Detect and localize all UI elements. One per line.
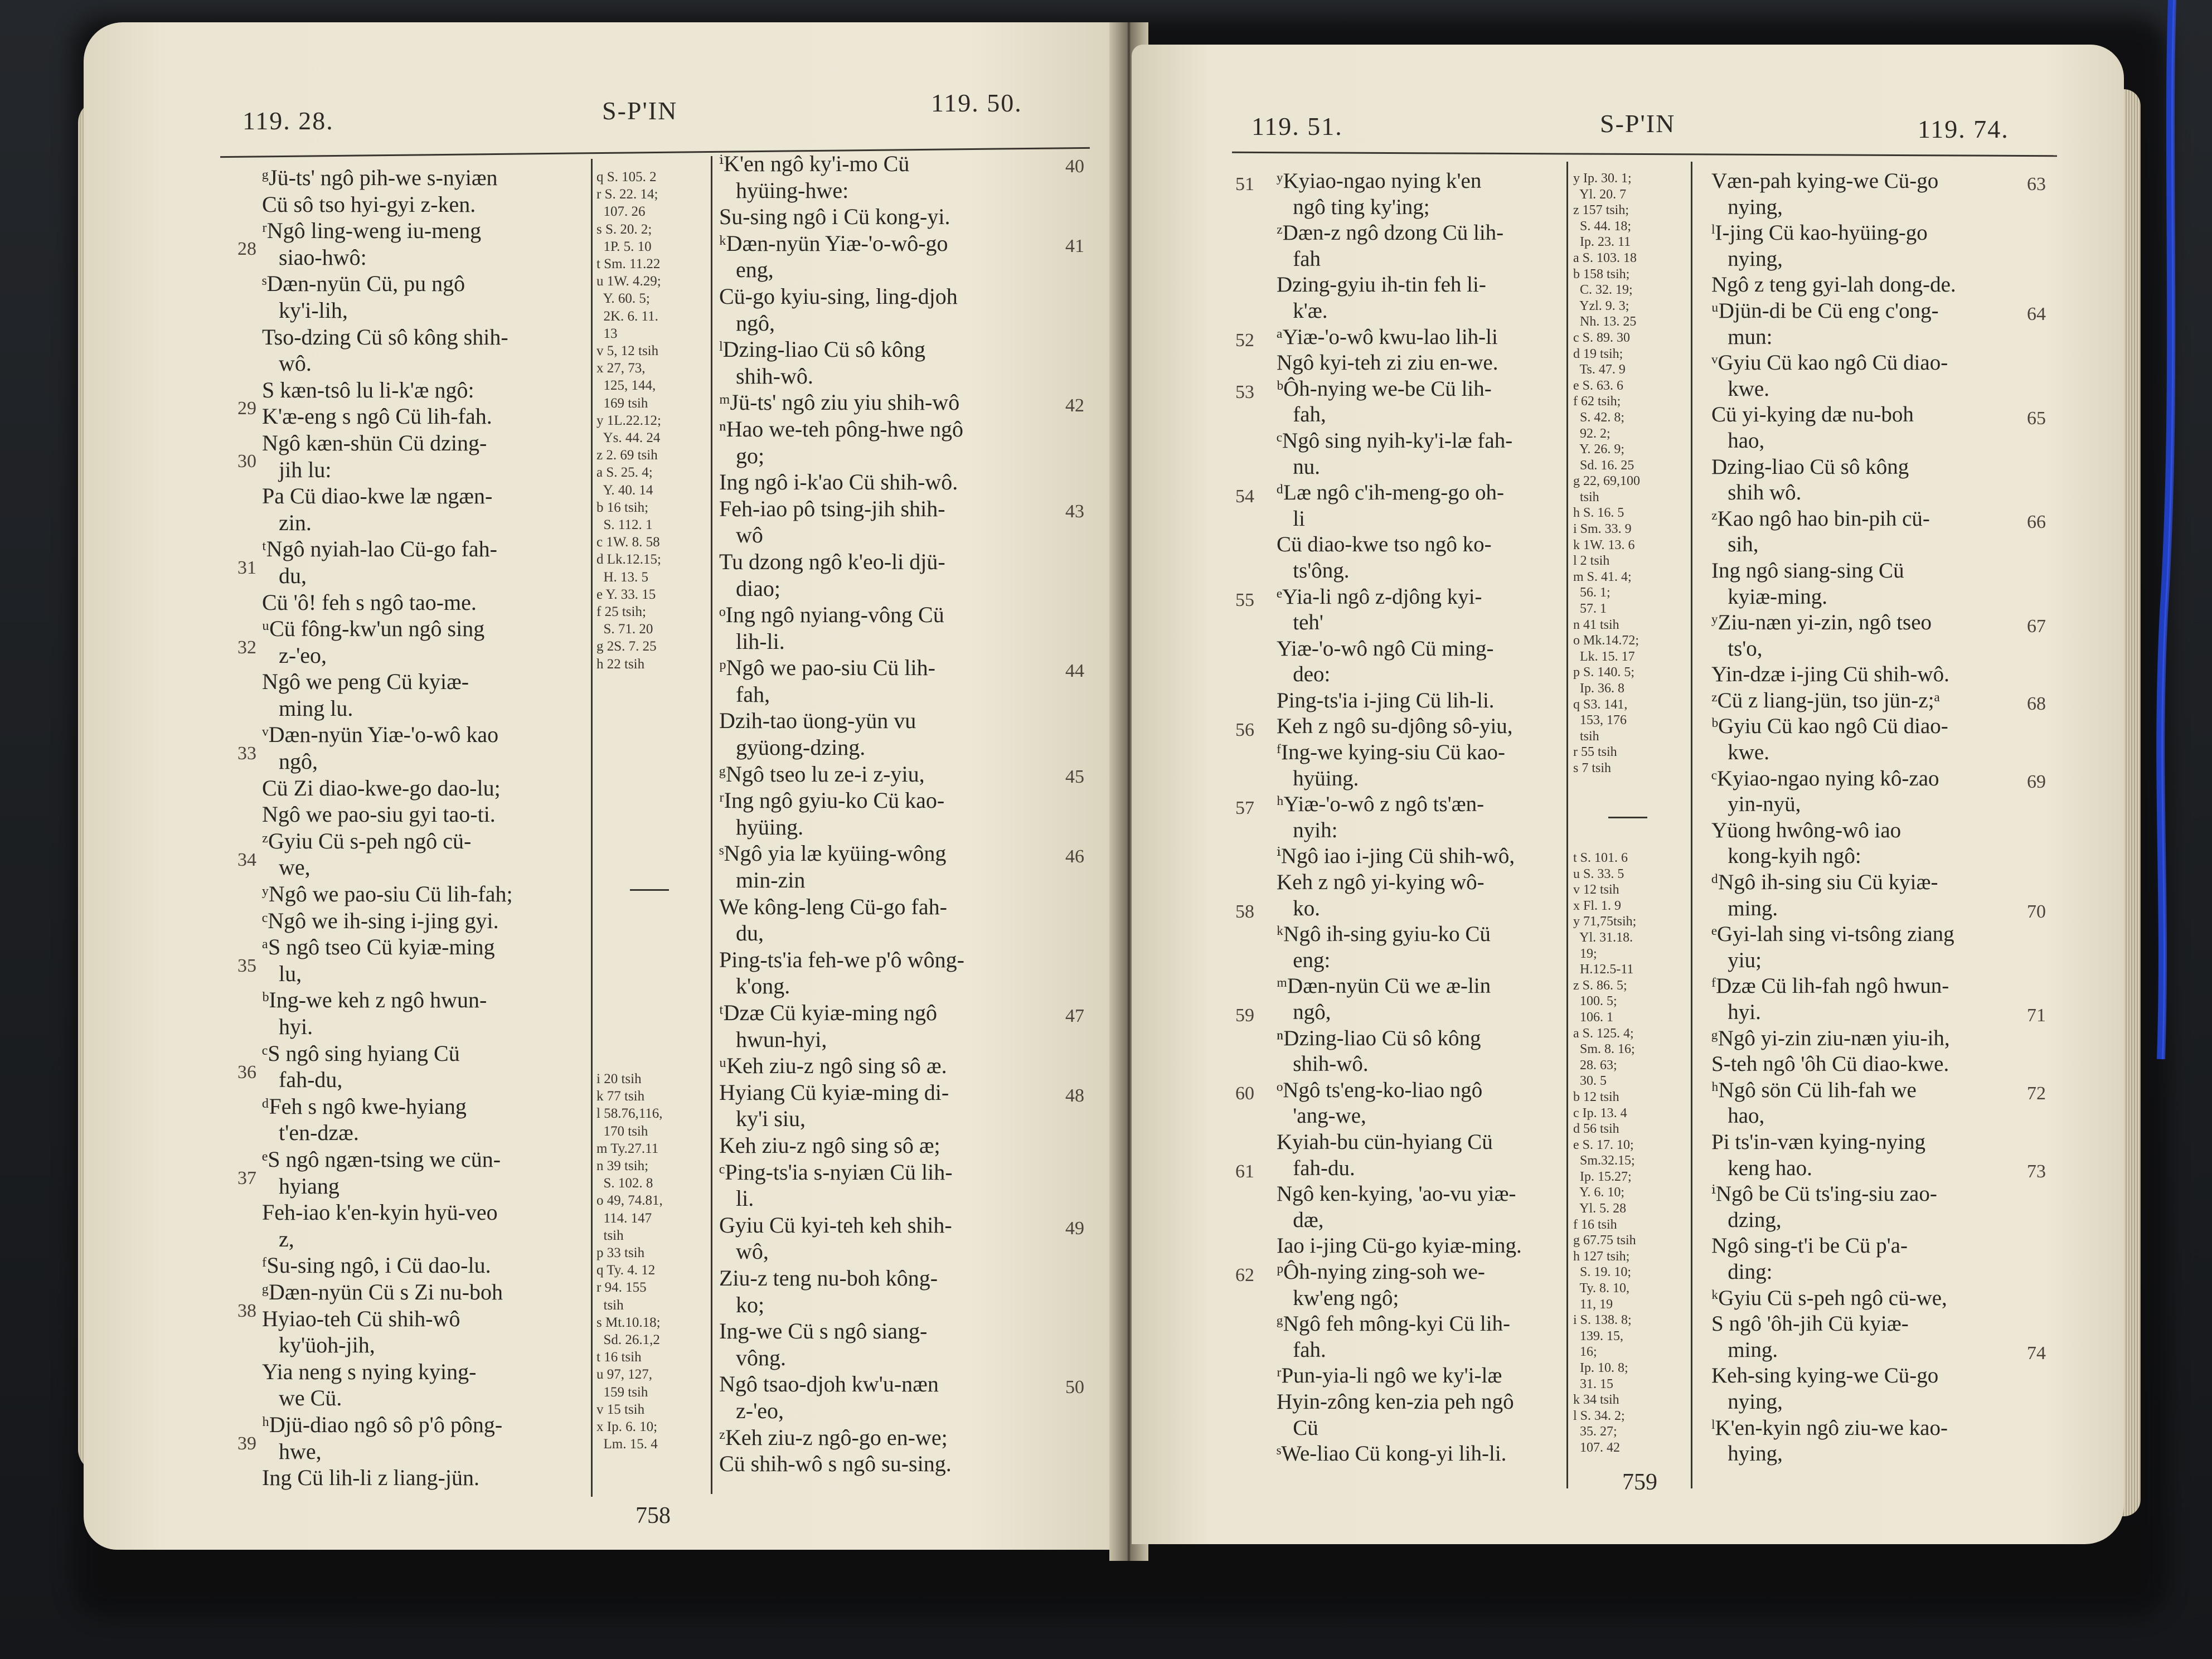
left-page-number: 758 [636,1503,671,1529]
right-refs-separator [1608,817,1647,818]
verse-number: 51 [1235,174,1254,195]
blue-ribbon-bookmark [2149,0,2182,1659]
left-refs-separator [630,889,669,891]
verse-number: 50 [1065,1377,1084,1398]
verse-number: 55 [1235,590,1254,610]
verse-number: 71 [2027,1005,2046,1026]
verse-number: 46 [1065,846,1084,867]
verse-number: 49 [1065,1218,1084,1239]
verse-number: 52 [1235,330,1254,351]
left-col-divider-1 [591,159,593,1497]
verse-number: 60 [1235,1083,1254,1104]
right-header-center: S-P'IN [1600,109,1676,138]
verse-number: 62 [1235,1265,1254,1286]
verse-number: 34 [237,850,256,870]
right-col-divider-1 [1566,162,1568,1488]
verse-number: 33 [237,743,256,764]
verse-number: 41 [1065,236,1084,256]
verse-number: 30 [237,451,256,472]
verse-number: 57 [1235,798,1254,818]
verse-number: 37 [237,1168,256,1189]
verse-number: 48 [1065,1085,1084,1106]
verse-number: 56 [1235,720,1254,740]
left-refs-bottom: i 20 tsih k 77 tsih l 58.76,116, 170 tsih m Ty.27.11 n 39 tsih; S. 102. 8 o 49, 74.81, 114. 147 tsih p 33 tsih q Ty. 4. 12 r 94. 155 tsih s Mt.10.18; Sd. 26.1,2 t 16 tsih u 97, 127, 159 tsih v 15 tsih x Ip. 6. 10; Lm. 15. 4 [596,1071,663,1452]
verse-number: 39 [237,1433,256,1454]
verse-number: 61 [1235,1161,1254,1182]
verse-number: 45 [1065,767,1084,787]
verse-number: 69 [2027,772,2046,792]
left-header-left: 119. 28. [242,106,334,135]
verse-number: 65 [2027,408,2046,429]
left-col2-text: ⁱK'en ngô ky'i-mo Cü hyüing-hwe: Su-sing ngô i Cü kong-yi. ᵏDæn-nyün Yiæ-'o-wô-go eng, Cü-go kyiu-sing, ling-djoh ngô, ˡDzing-liao Cü sô kông shih-wô. ᵐJü-ts' ngô ziu yiu shih-wô ⁿHao we-teh pông-hwe ngô go; Ing ngô i-k'ao Cü shih-wô. Feh-iao pô tsing-jih shih- wô Tu dzong ngô k'eo-li djü- diao; ᵒIng ngô nyiang-vông Cü lih-li. ᵖNgô we pao-siu Cü lih- fah, Dzih-tao üong-yün vu gyüong-dzing. ᵍNgô tseo lu ze-i z-yiu, ʳIng ngô gyiu-ko Cü kao- hyüing. ˢNgô yia læ kyüing-wông min-zin We kông-leng Cü-go fah- du, Ping-ts'ia feh-we p'ô wông- k'ong. ᵗDzæ Cü kyiæ-ming ngô hwun-hyi, ᵘKeh ziu-z ngô sing sô æ. Hyiang Cü kyiæ-ming di- ky'i siu, Keh ziu-z ngô sing sô æ; ᶜPing-ts'ia s-nyiæn Cü lih- li. Gyiu Cü kyi-teh keh shih- wô, Ziu-z teng nu-boh kông- ko; Ing-we Cü s ngô siang- vông. Ngô tsao-djoh kw'u-næn z-'eo, ᶻKeh ziu-z ngô-go en-we; Cü shih-wô s ngô su-sing. [719,151,964,1477]
verse-number: 42 [1065,395,1084,416]
verse-number: 35 [237,955,256,976]
right-page [1132,45,2124,1544]
right-header-left: 119. 51. [1251,112,1343,140]
verse-number: 31 [237,557,256,578]
right-refs-bottom: t S. 101. 6 u S. 33. 5 v 12 tsih x Fl. 1. 9 y 71,75tsih; Yl. 31.18. 19; H.12.5-11 z S. 86. 5; 100. 5; 106. 1 a S. 125. 4; Sm. 8. 16; 28. 63; 30. 5 b 12 tsih c Ip. 13. 4 d 56 tsih e S. 17. 10; Sm.32.15; Ip. 15.27; Y. 6. 10; Yl. 5. 28 f 16 tsih g 67.75 tsih h 127 tsih; S. 19. 10; Ty. 8. 10, 11, 19 i S. 138. 8; 139. 15, 16; Ip. 10. 8; 31. 15 k 34 tsih l S. 34. 2; 35. 27; 107. 42 [1573,851,1637,1455]
verse-number: 63 [2027,174,2046,195]
right-col-divider-2 [1691,162,1692,1488]
verse-number: 73 [2027,1161,2046,1182]
verse-number: 58 [1235,901,1254,922]
verse-number: 36 [237,1062,256,1083]
left-col1-text: ᵍJü-ts' ngô pih-we s-nyiæn Cü sô tso hyi-gyi z-ken. ʳNgô ling-weng iu-meng siao-hwô: ˢDæn-nyün Cü, pu ngô ky'i-lih, Tso-dzing Cü sô kông shih- wô. S kæn-tsô lu li-k'æ ngô: K'æ-eng s ngô Cü lih-fah. Ngô kæn-shün Cü dzing- jih lu: Pa Cü diao-kwe læ ngæn- zin. ᵗNgô nyiah-lao Cü-go fah- du, Cü 'ô! feh s ngô tao-me. ᵘCü fông-kw'un ngô sing z-'eo, Ngô we peng Cü kyiæ- ming lu. ᵛDæn-nyün Yiæ-'o-wô kao ngô, Cü Zi diao-kwe-go dao-lu; Ngô we pao-siu gyi tao-ti. ᶻGyiu Cü s-peh ngô cü- we, ʸNgô we pao-siu Cü lih-fah; ᶜNgô we ih-sing i-jing gyi. ᵃS ngô tseo Cü kyiæ-ming lu, ᵇIng-we keh z ngô hwun- hyi. ᶜS ngô sing hyiang Cü fah-du, ᵈFeh s ngô kwe-hyiang t'en-dzæ. ᵉS ngô ngæn-tsing we cün- hyiang Feh-iao k'en-kyin hyü-veo z, ᶠSu-sing ngô, i Cü dao-lu. ᵍDæn-nyün Cü s Zi nu-boh Hyiao-teh Cü shih-wô ky'üoh-jih, Yia neng s nying kying- we Cü. ʰDjü-diao ngô sô p'ô pông- hwe, Ing Cü lih-li z liang-jün. [262,165,513,1491]
verse-number: 72 [2027,1083,2046,1104]
verse-number: 59 [1235,1005,1254,1026]
right-refs-top: y Ip. 30. 1; Yl. 20. 7 z 157 tsih; S. 44. 18; Ip. 23. 11 a S. 103. 18 b 158 tsih; C. 32. 19; Yzl. 9. 3; Nh. 13. 25 c S. 89. 30 d 19 tsih; Ts. 47. 9 e S. 63. 6 f 62 tsih; S. 42. 8; 92. 2; Y. 26. 9; Sd. 16. 25 g 22, 69,100 tsih h S. 16. 5 i Sm. 33. 9 k 1W. 13. 6 l 2 tsih m S. 41. 4; 56. 1; 57. 1 n 41 tsih o Mk.14.72; Lk. 15. 17 p S. 140. 5; Ip. 36. 8 q S3. 141, 153, 176 tsih r 55 tsih s 7 tsih [1573,171,1640,775]
verse-number: 64 [2027,304,2046,324]
right-col2-text: Væn-pah kying-we Cü-go nying, ˡI-jing Cü kao-hyüing-go nying, Ngô z teng gyi-lah dong-de. ᵘDjün-di be Cü eng c'ong- mun: ᵛGyiu Cü kao ngô Cü diao- kwe. Cü yi-kying dæ nu-boh hao, Dzing-liao Cü sô kông shih wô. ᶻKao ngô hao bin-pih cü- sih, Ing ngô siang-sing Cü kyiæ-ming. ʸZiu-næn yi-zin, ngô tseo ts'o, Yin-dzæ i-jing Cü shih-wô. ᶻCü z liang-jün, tso jün-z;ᵃ ᵇGyiu Cü kao ngô Cü diao- kwe. ᶜKyiao-ngao nying kô-zao yin-nyü, Yüong hwông-wô iao kong-kyih ngô: ᵈNgô ih-sing siu Cü kyiæ- ming. ᵉGyi-lah sing vi-tsông ziang yiu; ᶠDzæ Cü lih-fah ngô hwun- hyi. ᵍNgô yi-zin ziu-næn yiu-ih, S-teh ngô 'ôh Cü diao-kwe. ʰNgô sön Cü lih-fah we hao, Pi ts'in-væn kying-nying keng hao. ⁱNgô be Cü ts'ing-siu zao- dzing, Ngô sing-t'i be Cü p'a- ding: ᵏGyiu Cü s-peh ngô cü-we, S ngô 'ôh-jih Cü kyiæ- ming. Keh-sing kying-we Cü-go nying, ˡK'en-kyin ngô ziu-we kao- hying, [1711,169,1956,1466]
right-header-rule [1232,152,2057,157]
left-header-right: 119. 50. [931,89,1022,117]
right-header-right: 119. 74. [1918,115,2009,143]
verse-number: 66 [2027,512,2046,532]
verse-number: 29 [237,398,256,419]
right-col1-text: ʸKyiao-ngao nying k'en ngô ting ky'ing; ᶻDæn-z ngô dzong Cü lih- fah Dzing-gyiu ih-tin feh li- k'æ. ᵃYiæ-'o-wô kwu-lao lih-li Ngô kyi-teh zi ziu en-we. ᵇÔh-nying we-be Cü lih- fah, ᶜNgô sing nyih-ky'i-læ fah- nu. ᵈLæ ngô c'ih-meng-go oh- li Cü diao-kwe tso ngô ko- ts'ông. ᵉYia-li ngô z-djông kyi- teh' Yiæ-'o-wô ngô Cü ming- deo: Ping-ts'ia i-jing Cü lih-li. Keh z ngô su-djông sô-yiu, ᶠIng-we kying-siu Cü kao- hyüing. ʰYiæ-'o-wô z ngô ts'æn- nyih: ⁱNgô iao i-jing Cü shih-wô, Keh z ngô yi-kying wô- ko. ᵏNgô ih-sing gyiu-ko Cü eng: ᵐDæn-nyün Cü we æ-lin ngô, ⁿDzing-liao Cü sô kông shih-wô. ᵒNgô ts'eng-ko-liao ngô 'ang-we, Kyiah-bu cün-hyiang Cü fah-du. Ngô ken-kying, 'ao-vu yiæ- dæ, Iao i-jing Cü-go kyiæ-ming. ᵖÔh-nying zing-soh we- kw'eng ngô; ᵍNgô feh mông-kyi Cü lih- fah. ʳPun-yia-li ngô we ky'i-læ Hyin-zông ken-zia peh ngô Cü ˢWe-liao Cü kong-yi lih-li. [1277,169,1522,1466]
verse-number: 67 [2027,616,2046,637]
verse-number: 40 [1065,156,1084,177]
left-col-divider-2 [711,156,712,1494]
left-refs-top: q S. 105. 2 r S. 22. 14; 107. 26 s S. 20. 2; 1P. 5. 10 t Sm. 11.22 u 1W. 4.29; Y. 60. 5; 2K. 6. 11. 13 v 5, 12 tsih x 27, 73, 125, 144, 169 tsih y 1L.22.12; Ys. 44. 24 z 2. 69 tsih a S. 25. 4; Y. 40. 14 b 16 tsih; S. 112. 1 c 1W. 8. 58 d Lk.12.15; H. 13. 5 e Y. 33. 15 f 25 tsih; S. 71. 20 g 2S. 7. 25 h 22 tsih [596,169,661,672]
verse-number: 38 [237,1301,256,1321]
verse-number: 28 [237,239,256,259]
verse-number: 68 [2027,693,2046,714]
verse-number: 47 [1065,1006,1084,1026]
verse-number: 54 [1235,486,1254,507]
right-page-number: 759 [1622,1469,1657,1495]
verse-number: 43 [1065,501,1084,522]
verse-number: 44 [1065,661,1084,681]
left-page [84,22,1126,1550]
left-header-center: S-P'IN [602,96,678,125]
verse-number: 74 [2027,1343,2046,1364]
verse-number: 53 [1235,382,1254,402]
verse-number: 32 [237,637,256,658]
verse-number: 70 [2027,901,2046,922]
